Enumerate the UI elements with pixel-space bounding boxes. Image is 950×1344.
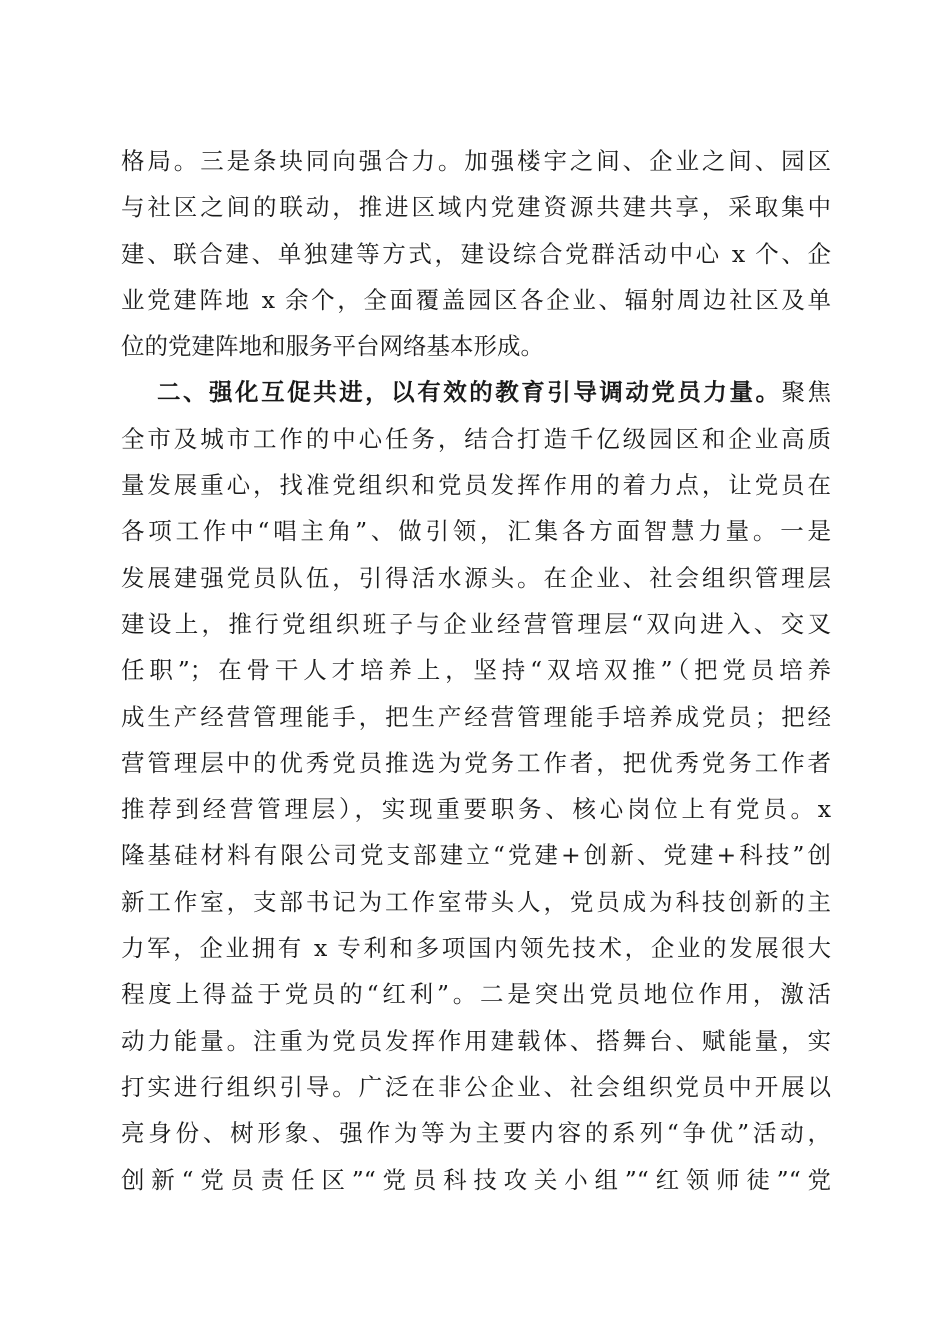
text-line: 动力能量。注重为党员发挥作用建载体、搭舞台、赋能量，实 bbox=[121, 1026, 831, 1055]
text-line: 营管理层中的优秀党员推选为党务工作者，把优秀党务工作者 bbox=[121, 748, 831, 777]
text-line: 亮身份、树形象、强作为等为主要内容的系列“争优”活动， bbox=[121, 1119, 831, 1148]
text-line: 格局。三是条块同向强合力。加强楼宇之间、企业之间、园区 bbox=[121, 147, 831, 175]
section-heading: 二、强化互促共进，以有效的教育引导调动党员力量。 bbox=[157, 378, 782, 407]
text-line: 建设上，推行党组织班子与企业经营管理层“双向进入、交叉 bbox=[121, 609, 831, 638]
text-line: 各项工作中“唱主角”、做引领，汇集各方面智慧力量。一是 bbox=[121, 517, 831, 546]
text-line: 程度上得益于党员的“红利”。二是突出党员地位作用，激活 bbox=[121, 980, 831, 1009]
text-line: 与社区之间的联动，推进区域内党建资源共建共享，采取集中 bbox=[121, 193, 831, 222]
text-line: 新工作室，支部书记为工作室带头人，党员成为科技创新的主 bbox=[121, 887, 831, 916]
text-line: 力军，企业拥有 x 专利和多项国内领先技术，企业的发展很大 bbox=[121, 934, 831, 963]
text-line: 位的党建阵地和服务平台网络基本形成。 bbox=[121, 332, 544, 361]
text-line: 隆基硅材料有限公司党支部建立“党建+创新、党建+科技”创 bbox=[121, 841, 831, 870]
text-line: 全市及城市工作的中心任务，结合打造千亿级园区和企业高质 bbox=[121, 424, 831, 453]
text-line: 创新“党员责任区”“党员科技攻关小组”“红领师徒”“党 bbox=[121, 1165, 831, 1194]
text-line: 任职”；在骨干人才培养上，坚持“双培双推”（把党员培养 bbox=[121, 656, 831, 685]
document-body bbox=[121, 138, 831, 1203]
text-line: 打实进行组织引导。广泛在非公企业、社会组织党员中开展以 bbox=[121, 1072, 831, 1101]
text-line: 量发展重心，找准党组织和党员发挥作用的着力点，让党员在 bbox=[121, 471, 831, 500]
heading-line-rest: 聚焦 bbox=[781, 378, 832, 407]
text-line: 业党建阵地 x 余个，全面覆盖园区各企业、辐射周边社区及单 bbox=[121, 285, 831, 314]
section-heading-line bbox=[121, 369, 831, 415]
text-line: 建、联合建、单独建等方式，建设综合党群活动中心 x 个、企 bbox=[121, 239, 831, 268]
text-line: 发展建强党员队伍，引得活水源头。在企业、社会组织管理层 bbox=[121, 563, 831, 592]
text-line: 推荐到经营管理层），实现重要职务、核心岗位上有党员。x bbox=[121, 795, 831, 824]
text-line: 成生产经营管理能手，把生产经营管理能手培养成党员；把经 bbox=[121, 702, 831, 731]
